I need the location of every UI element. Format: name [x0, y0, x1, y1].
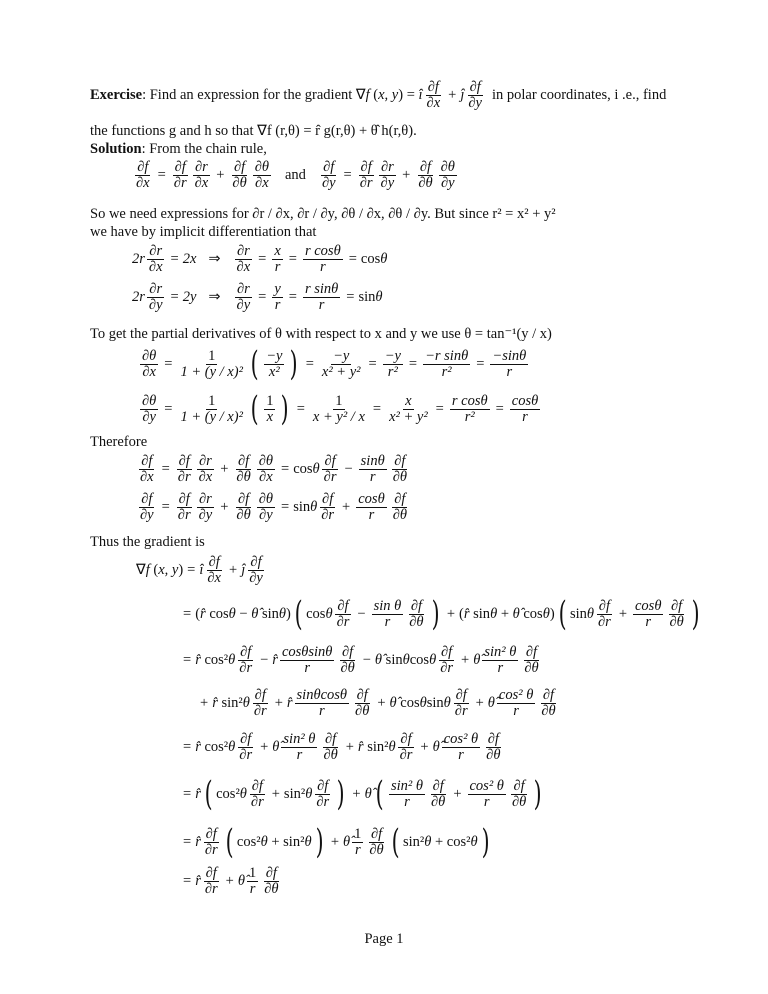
implicit-eq-1: 2r $\frac{\partial r}{\partial x}$ = 2x ⇒ $\frac{\partial r}{\partial x}$ = $\frac{x}{r}$ = $\frac{\text{r cosθ}}{r}$ = cosθ — [132, 243, 388, 275]
page-number: Page 1 — [364, 931, 404, 947]
theta-eq-1: $\frac{\partial\theta}{\partial x}$ = $\frac{1}{\text{1 + (y / x)²}}$ ( $\frac{-y}{\text{x²}}$ ) = $\frac{-y}{\text{x² + y²}}$ = $\frac{-y}{\text{r²}}$ = $\frac{\text{−r sinθ}}{\text{r²}}$ = $\frac{-\sin\theta}{r}$ — [142, 344, 527, 384]
gradient-l7: = r̂ $\frac{\partial f}{\partial r}$ + θ̂ $\frac{1}{r}$ $\frac{\partial f}{\partial\theta}$ — [183, 865, 279, 897]
solution-text: : From the chain rule, — [141, 141, 267, 157]
exercise-line-1: Exercise : Find an expression for the gradient ∇f (x, y) = î $\frac{\partial f}{\partial x}$ + ĵ $\frac{\partial f}{\partial y}$ in polar coordinates, i .e., find — [90, 79, 667, 111]
solution-line — [90, 140, 267, 158]
chain-rule-equations: $\frac{\partial f}{\partial x}$ = $\frac{\partial f}{\partial r}$ $\frac{\partial r}{\partial x}$ + $\frac{\partial f}{\partial\theta}$ $\frac{\partial\theta}{\partial x}$ and $\frac{\partial f}{\partial y}$ = $\frac{\partial f}{\partial r}$ $\frac{\partial r}{\partial y}$ + $\frac{\partial f}{\partial\theta}$ $\frac{\partial\theta}{\partial y}$ — [136, 159, 455, 191]
gradient-l3: + r̂ sin²θ $\frac{\partial f}{\partial r}$ + r̂ $\frac{\sin\theta\cos\theta}{r}$ $\frac{\partial f}{\partial\theta}$ + θ̂ cosθsinθ $\frac{\partial f}{\partial r}$ + θ̂ $\frac{\text{cos² θ}}{r}$ $\frac{\partial f}{\partial\theta}$ — [200, 687, 556, 719]
theta-eq-2: $\frac{\partial\theta}{\partial y}$ = $\frac{1}{\text{1 + (y / x)²}}$ ( $\frac{1}{x}$ ) = $\frac{1}{\text{x + y² / x}}$ = $\frac{x}{\text{x² + y²}}$ = $\frac{\text{r cosθ}}{\text{r²}}$ = $\frac{\cos\theta}{r}$ — [142, 389, 539, 429]
theta-line: To get the partial derivatives of θ with respect to x and y we use θ = tan⁻¹(y / x) — [90, 326, 552, 342]
solution-label: Solution — [90, 141, 142, 157]
implicit-line: we have by implicit differentiation that — [90, 224, 317, 240]
gradient-l5: = r̂ ( cos²θ $\frac{\partial f}{\partial r}$ + sin²θ $\frac{\partial f}{\partial r}$ ) + θ̂ ( $\frac{\text{sin² θ}}{r}$ $\frac{\partial f}{\partial\theta}$ + $\frac{\text{cos² θ}}{r}$ $\frac{\partial f}{\partial\theta}$ ) — [183, 774, 542, 814]
partial-eq-2: $\frac{\partial f}{\partial y}$ = $\frac{\partial f}{\partial r}$ $\frac{\partial r}{\partial y}$ + $\frac{\partial f}{\partial\theta}$ $\frac{\partial\theta}{\partial y}$ = sinθ $\frac{\partial f}{\partial r}$ + $\frac{\cos\theta}{r}$ $\frac{\partial f}{\partial\theta}$ — [140, 491, 407, 523]
partial-eq-1: $\frac{\partial f}{\partial x}$ = $\frac{\partial f}{\partial r}$ $\frac{\partial r}{\partial x}$ + $\frac{\partial f}{\partial\theta}$ $\frac{\partial\theta}{\partial x}$ = cosθ $\frac{\partial f}{\partial r}$ − $\frac{\sin\theta}{r}$ $\frac{\partial f}{\partial\theta}$ — [140, 453, 407, 485]
gradient-l1: = (r̂ cosθ − θ̂ sinθ) ( cosθ $\frac{\partial f}{\partial r}$ − $\frac{\text{sin θ}}{r}$ $\frac{\partial f}{\partial\theta}$ ) + (r̂ sinθ + θ̂ cosθ) ( sinθ $\frac{\partial f}{\partial r}$ + $\frac{\cos\theta}{r}$ $\frac{\partial f}{\partial\theta}$ ) — [183, 594, 700, 634]
exercise-label: Exercise — [90, 87, 143, 103]
gradient-l0: ∇f (x, y) = î $\frac{\partial f}{\partial x}$ + ĵ $\frac{\partial f}{\partial y}$ — [136, 554, 263, 586]
exercise-line-2: the functions g and h so that ∇f (r,θ) = r̂ g(r,θ) + θ̂ h(r,θ). — [90, 123, 417, 139]
therefore-line: Therefore — [90, 434, 148, 450]
gradient-l2: = r̂ cos²θ $\frac{\partial f}{\partial r}$ − r̂ $\frac{\cos\theta\sin\theta}{r}$ $\frac{\partial f}{\partial\theta}$ − θ̂ sinθcosθ $\frac{\partial f}{\partial r}$ + θ̂ $\frac{\text{sin² θ}}{r}$ $\frac{\partial f}{\partial\theta}$ — [183, 644, 539, 676]
gradient-l6: = r̂ $\frac{\partial f}{\partial r}$ ( cos²θ + sin²θ ) + θ̂ $\frac{1}{r}$ $\frac{\partial f}{\partial\theta}$ ( sin²θ + cos²θ ) — [183, 822, 490, 862]
implicit-eq-2: 2r $\frac{\partial r}{\partial y}$ = 2y ⇒ $\frac{\partial r}{\partial y}$ = $\frac{y}{r}$ = $\frac{\text{r sinθ}}{r}$ = sinθ — [132, 281, 383, 313]
gradient-l4: = r̂ cos²θ $\frac{\partial f}{\partial r}$ + θ̂ $\frac{\text{sin² θ}}{r}$ $\frac{\partial f}{\partial\theta}$ + r̂ sin²θ $\frac{\partial f}{\partial r}$ + θ̂ $\frac{\text{cos² θ}}{r}$ $\frac{\partial f}{\partial\theta}$ — [183, 731, 501, 763]
and-word: and — [285, 167, 306, 183]
gradient-line: Thus the gradient is — [90, 534, 205, 550]
need-line: So we need expressions for ∂r / ∂x, ∂r / ∂y, ∂θ / ∂x, ∂θ / ∂y. But since r² = x² + y² — [90, 206, 556, 222]
exercise-suffix: in polar coordinates, i .e., find — [491, 87, 667, 103]
